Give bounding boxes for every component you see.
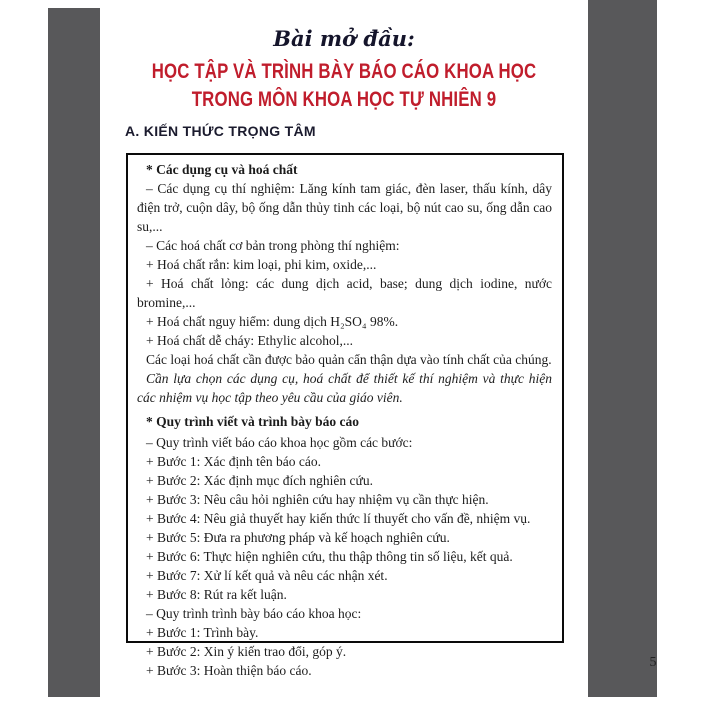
box-paragraph: – Quy trình trình bày báo cáo khoa học: [146,606,362,621]
page-edge-left [48,8,100,697]
box-paragraph: – Các hoá chất cơ bản trong phòng thí nghiệm: [146,238,400,253]
box-paragraph: Các loại hoá chất cần được bảo quản cẩn thận dựa vào tính chất của chúng. [146,352,552,367]
box-step-item: + Bước 2: Xin ý kiến trao đổi, góp ý. [146,644,347,659]
box-list-item: + Hoá chất rắn: kim loại, phi kim, oxide,... [146,257,377,272]
page-number: 5 [649,655,657,670]
key-knowledge-box [126,153,564,678]
box-paragraph: – Quy trình viết báo cáo khoa học gồm các bước: [146,435,413,450]
box-list-item: + Hoá chất nguy hiểm: dung dịch H₂SO₄ 98%. [146,314,399,329]
section-heading: A. KIẾN THỨC TRỌNG TÂM [125,123,316,139]
chapter-title-line2: TRONG MÔN KHOA HỌC TỰ NHIÊN 9 [191,88,497,111]
page-content [100,0,657,705]
box-step-item: + Bước 3: Hoàn thiện báo cáo. [146,663,312,678]
box-heading-process: * Quy trình viết và trình bày báo cáo [146,414,360,429]
box-step-item: + Bước 5: Đưa ra phương pháp và kế hoạch nghiên cứu. [146,530,450,545]
page-edge-right [588,0,657,697]
box-step-item: + Bước 7: Xử lí kết quả và nêu các nhận xét. [146,568,388,583]
box-step-item: + Bước 4: Nêu giả thuyết hay kiến thức lí thuyết cho vấn đề, nhiệm vụ. [146,511,531,526]
lesson-label: Bài mở đầu: [273,26,415,51]
box-list-item: + Hoá chất dễ cháy: Ethylic alcohol,... [146,333,354,348]
box-paragraph: – Các dụng cụ thí nghiệm: Lăng kính tam giác, đèn laser, thấu kính, dây điện trở, cuộn dây, bộ ống dẫn thủy tinh các loại, bộ nút cao su, ống dẫn cao su,... [137,181,552,234]
box-note-italic: Cần lựa chọn các dụng cụ, hoá chất để thiết kế thí nghiệm và thực hiện các nhiệm vụ học tập theo yêu cầu của giáo viên. [137,371,552,405]
box-step-item: + Bước 1: Trình bày. [146,625,259,640]
box-list-item: + Hoá chất lỏng: các dung dịch acid, base; dung dịch iodine, nước bromine,... [137,276,552,310]
chapter-title-line1: HỌC TẬP VÀ TRÌNH BÀY BÁO CÁO KHOA HỌC [151,60,537,83]
box-step-item: + Bước 8: Rút ra kết luận. [146,587,287,602]
box-heading-tools: * Các dụng cụ và hoá chất [146,162,298,177]
box-step-item: + Bước 2: Xác định mục đích nghiên cứu. [146,473,373,488]
box-step-item: + Bước 1: Xác định tên báo cáo. [146,454,322,469]
box-step-item: + Bước 6: Thực hiện nghiên cứu, thu thập thông tin số liệu, kết quả. [146,549,513,564]
box-step-item: + Bước 3: Nêu câu hỏi nghiên cứu hay nhiệm vụ cần thực hiện. [146,492,489,507]
